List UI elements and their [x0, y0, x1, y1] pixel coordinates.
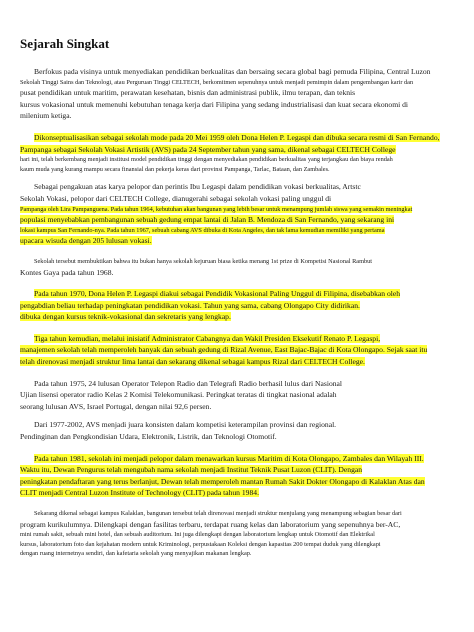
section-title: Sejarah Singkat: [20, 36, 110, 51]
paragraph-kalaklan: Sekarang dikenal sebagai kampus Kalaklan, bangunan tersebut telah direnovasi menjadi struktur menjulang yang menampung sebagian besar dari program kurikulumnya. Dilengkapi dengan fasilitas terbaru, terdapat ruang kelas dan laboratorium yang sepenuhnya ber-AC, mini rumah sakit, sebuah mini hotel, dan sebuah auditorium. Ini juga dilengkapi dengan laboratorium lengkap untuk Otomotif dan Elektrikal kursus, laboratorium foto dan kejahatan modern untuk Kriminologi, perpustakaan Koleksi dengan kapasitas 200 tempat duduk yang dilengkapi dengan ruang internetnya sendiri, dan kafetaria sekolah yang menyajikan makanan lengkap.: [20, 510, 402, 558]
paragraph-competition: Sekolah tersebut membuktikan bahwa itu bukan hanya sekolah kejuruan biasa ketika menang 1st prize di Kompetisi Nasional Rambut Kontes Gaya pada tahun 1968.: [20, 257, 373, 277]
paragraph-vision: Berfokus pada visinya untuk menyediakan pendidikan berkualitas dan bersaing secara global bagi pemuda Filipina, Central Luzon Sekolah Tinggi Sains dan Teknologi, atau Perguruan Tinggi CELTECH, berkomitmen sepenuhnya untuk menjadi pemimpin dalam pengembangan karir dan pusat pendidikan untuk maritim, perawatan kesehatan, bisnis dan administrasi publik, ilmu terapan, dan teknis kursus vokasional untuk memenuhi kebutuhan tenaga kerja dari Filipina yang sedang industrialisasi dan kuat secara ekonomi di milenium ketiga.: [20, 67, 431, 121]
paragraph-1975: Pada tahun 1975, 24 lulusan Operator Telepon Radio dan Telegrafi Radio berhasil lulus dari Nasional Ujian lisensi operator radio Kelas 2 Komisi Telekomunikasi. Peringkat teratas di tingkat nasional adalah seorang lulusan AVS, Israel Portugal, dengan nilai 92,6 persen.: [20, 378, 343, 411]
paragraph-1981: Pada tahun 1981, sekolah ini menjadi pelopor dalam menawarkan kursus Maritim di Kota Olongapo, Zambales dan Wilayah III. Waktu itu, Dewan Pengurus telah mengubah nama sekolah menjadi Institut Teknik Pusat Luzon (CLIT). Dengan peningkatan pendaftaran yang terus berlanjut, Dewan telah memperoleh mantan Rumah Sakit Dokter Olongapo di Kalaklan Atas dan CLIT menjadi Central Luzon Institute of Technology (CLIT) pada tahun 1984.: [20, 453, 425, 498]
paragraph-1970: Pada tahun 1970, Dona Helen P. Legaspi diakui sebagai Pendidik Vokasional Paling Unggul di Filipina, disebabkan oleh pengabdian beliau terhadap peningkatan pendidikan vokasi. Tahun yang sama, cabang Olongapo City didirikan. dibuka dengan kursus teknik-vokasional dan sekretaris yang lengkap.: [20, 289, 401, 322]
paragraph-founding: Dikonseptualisasikan sebagai sekolah mode pada 20 Mei 1959 oleh Dona Helen P. Legaspi dan dibuka secara resmi di San Fernando, Pampanga sebagai Sekolah Vokasi Artistik (AVS) pada 24 September tahun yang sama, dikenal sebagai CELTECH College hari ini, telah berkembang menjadi institusi model pendidikan tinggi dengan menyediakan pendidikan berkualitas yang terjangkau dan biaya rendah kaum muda yang kurang mampu secara finansial dan pekerja keras dari provinsi Pampanga, Tarlac, Bataan, dan Zambales.: [20, 132, 440, 173]
paragraph-olongapo: Tiga tahun kemudian, melalui inisiatif Administrator Cabangnya dan Wakil Presiden Eksekutif Renato P. Legaspi, manajemen sekolah telah memperoleh banyak dan sebuah gedung di Rizal Avenue, East Bajac-Bajac di Kota Olongapo. Sejak saat itu telah direnovasi menjadi struktur lima lantai dan sekarang dikenal sebagai kampus Rizal dari CELTECH College.: [20, 333, 428, 367]
paragraph-recognition: Sebagai pengakuan atas karya pelopor dan perintis Ibu Legaspi dalam pendidikan vokasi berkualitas, Artstc Sekolah Vokasi, pelopor dari CELTECH College, dianugerahi sebagai sekolah vokasi paling unggul di Pampanga oleh Lira Pampanguena. Pada tahun 1964, kebutuhan akan bangunan yang lebih besar untuk menampung jumlah siswa yang semakin meningkat populasi menyebabkan pembangunan sebuah gedung empat lantai di Jalan B. Mendoza di San Fernando, yang sekarang ini lokasi kampus San Fernando-nya. Pada tahun 1967, sebuah cabang AVS dibuka di Kota Angeles, dan tak lama kemudian memiliki yang pertama upacara wisuda dengan 205 lulusan vokasi.: [20, 182, 413, 246]
paragraph-1977-2002: Dari 1977-2002, AVS menjadi juara konsisten dalam kompetisi keterampilan provinsi dan regional. Pendinginan dan Pengkondisian Udara, Elektronik, Listrik, dan Teknologi Otomotif.: [20, 420, 337, 442]
